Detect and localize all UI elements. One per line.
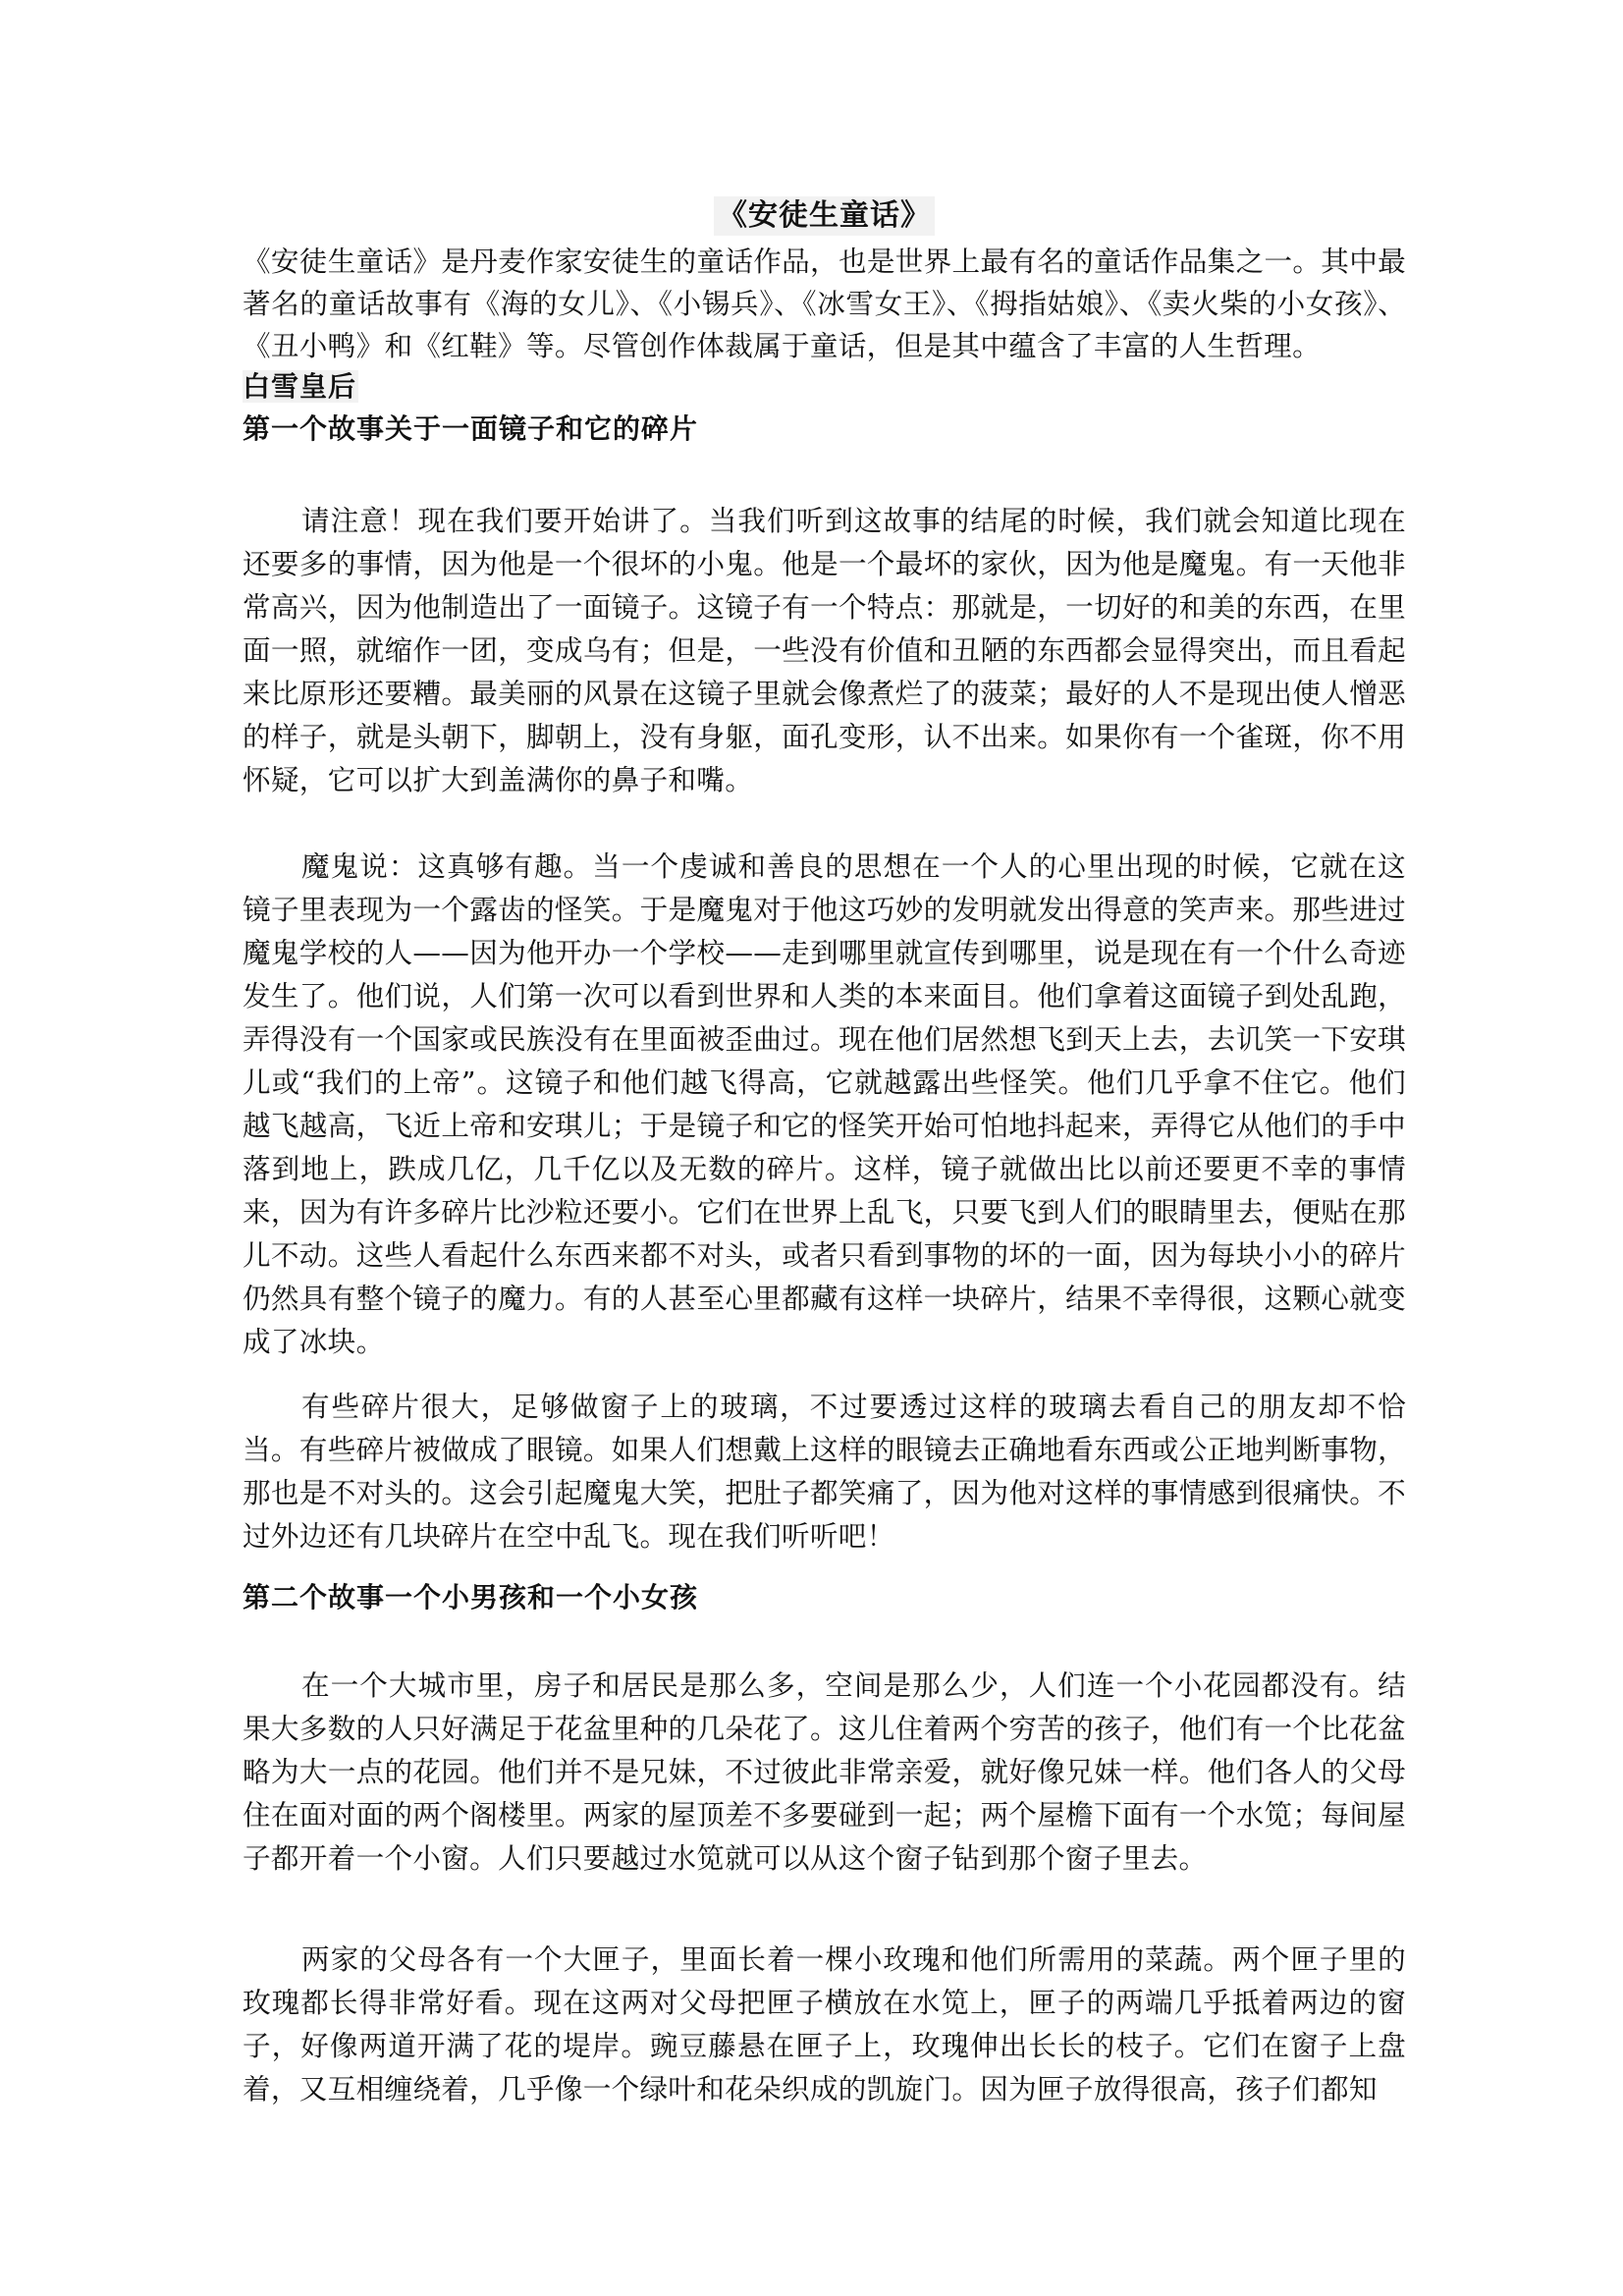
section1-paragraph-2: 魔鬼说：这真够有趣。当一个虔诚和善良的思想在一个人的心里出现的时候，它就在这镜子里表现为一个露齿的怪笑。于是魔鬼对于他这巧妙的发明就发出得意的笑声来。那些进过魔鬼学校的人——因为他开办一个学校——走到哪里就宣传到哪里，说是现在有一个什么奇迹发生了。他们说，人们第一次可以看到世界和人类的本来面目。他们拿着这面镜子到处乱跑，弄得没有一个国家或民族没有在里面被歪曲过。现在他们居然想飞到天上去，去讥笑一下安琪儿或“我们的上帝”。这镜子和他们越飞得高，它就越露出些怪笑。他们几乎拿不住它。他们越飞越高，飞近上帝和安琪儿；于是镜子和它的怪笑开始可怕地抖起来，弄得它从他们的手中落到地上，跌成几亿，几千亿以及无数的碎片。这样，镜子就做出比以前还要更不幸的事情来，因为有许多碎片比沙粒还要小。它们在世界上乱飞，只要飞到人们的眼睛里去，便贴在那儿不动。这些人看起什么东西来都不对头，或者只看到事物的坏的一面，因为每块小小的碎片仍然具有整个镜子的魔力。有的人甚至心里都藏有这样一块碎片，结果不幸得很，这颗心就变成了冰块。	[243, 849, 1406, 1358]
section2-heading: 第二个故事一个小男孩和一个小女孩	[243, 1581, 699, 1613]
title-container	[243, 196, 1406, 236]
story-title	[243, 367, 358, 407]
section1-paragraph-1: 请注意！现在我们要开始讲了。当我们听到这故事的结尾的时候，我们就会知道比现在还要多的事情，因为他是一个很坏的小鬼。他是一个最坏的家伙，因为他是魔鬼。有一天他非常高兴，因为他制造出了一面镜子。这镜子有一个特点：那就是，一切好的和美的东西，在里面一照，就缩作一团，变成乌有；但是，一些没有价值和丑陋的东西都会显得突出，而且看起来比原形还要糟。最美丽的风景在这镜子里就会像煮烂了的菠菜；最好的人不是现出使人憎恶的样子，就是头朝下，脚朝上，没有身躯，面孔变形，认不出来。如果你有一个雀斑，你不用怀疑，它可以扩大到盖满你的鼻子和嘴。	[243, 504, 1406, 796]
document-title: 《安徒生童话》	[714, 196, 935, 236]
section1-heading: 第一个故事关于一面镜子和它的碎片	[243, 412, 699, 445]
story-title-text: 白雪皇后	[243, 370, 357, 403]
section2-paragraph-2: 两家的父母各有一个大匣子，里面长着一棵小玫瑰和他们所需用的菜蔬。两个匣子里的玫瑰都长得非常好看。现在这两对父母把匣子横放在水笕上，匣子的两端几乎抵着两边的窗子，好像两道开满了花的堤岸。豌豆藤悬在匣子上，玫瑰伸出长长的枝子。它们在窗子上盘着，又互相缠绕着，几乎像一个绿叶和花朵织成的凯旋门。因为匣子放得很高，孩子们都知	[243, 1942, 1406, 2105]
section2-paragraph-1: 在一个大城市里，房子和居民是那么多，空间是那么少，人们连一个小花园都没有。结果大多数的人只好满足于花盆里种的几朵花了。这儿住着两个穷苦的孩子，他们有一个比花盆略为大一点的花园。他们并不是兄妹，不过彼此非常亲爱，就好像兄妹一样。他们各人的父母住在面对面的两个阁楼里。两家的屋顶差不多要碰到一起；两个屋檐下面有一个水笕；每间屋子都开着一个小窗。人们只要越过水笕就可以从这个窗子钻到那个窗子里去。	[243, 1668, 1406, 1875]
section1-paragraph-3: 有些碎片很大，足够做窗子上的玻璃，不过要透过这样的玻璃去看自己的朋友却不恰当。有些碎片被做成了眼镜。如果人们想戴上这样的眼镜去正确地看东西或公正地判断事物，那也是不对头的。这会引起魔鬼大笑，把肚子都笑痛了，因为他对这样的事情感到很痛快。不过外边还有几块碎片在空中乱飞。现在我们听听吧！	[243, 1390, 1406, 1553]
intro-paragraph: 《安徒生童话》是丹麦作家安徒生的童话作品，也是世界上最有名的童话作品集之一。其中最著名的童话故事有《海的女儿》、《小锡兵》、《冰雪女王》、《拇指姑娘》、《卖火柴的小女孩》、《丑小鸭》和《红鞋》等。尽管创作体裁属于童话，但是其中蕴含了丰富的人生哲理。	[243, 245, 1406, 362]
